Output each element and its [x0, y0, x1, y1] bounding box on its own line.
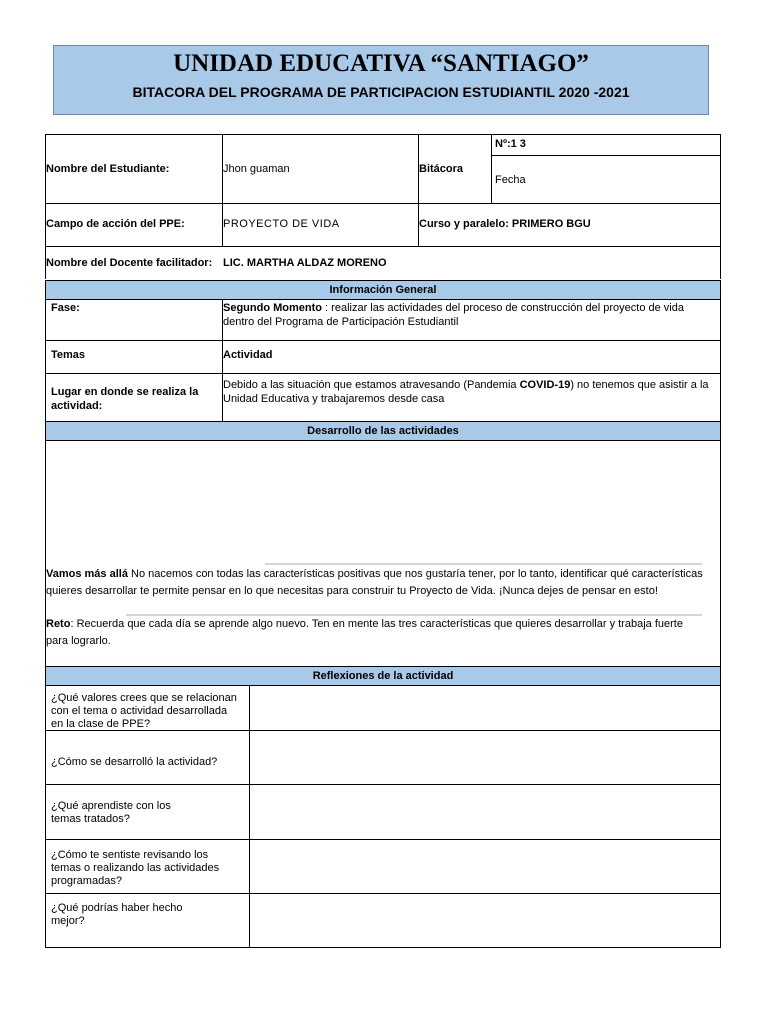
question-mejor: ¿Qué podrías haber hecho mejor? [51, 902, 183, 927]
document-header [53, 45, 709, 115]
fase-label: Fase: [51, 302, 80, 314]
answer-cell-desarrollo[interactable] [250, 731, 720, 784]
fecha-label: Fecha [495, 174, 526, 186]
question-sentiste: ¿Cómo te sentiste revisando los temas o realizando las actividades programadas? [51, 849, 220, 887]
fase-text: Segundo Momento : realizar las actividades del proceso de construcción del proyecto de vida dentro del Programa de Participación Estudiantil [223, 302, 684, 328]
school-title: UNIDAD EDUCATIVA “SANTIAGO” [173, 50, 589, 77]
docente-label: Nombre del Docente facilitador: [46, 257, 213, 269]
curso-paralelo: Curso y paralelo: PRIMERO BGU [419, 218, 591, 230]
reflexiones-section-title: Reflexiones de la actividad [45, 666, 721, 686]
temas-label: Temas [51, 349, 86, 361]
question-valores: ¿Qué valores crees que se relacionan con el tema o actividad desarrollada en la clase de PPE? [51, 692, 237, 730]
bitacora-number: Nº:1 3 [495, 138, 526, 150]
vamos-mas-alla-text: Vamos más allá No nacemos con todas las características positivas que nos gustaría tener, por lo tanto, identificar qué características quieres desarrollar te permite pensar en lo que necesitas para construir tu Proyecto de Vida. ¡Nunca dejes de pensar en esto! [46, 568, 703, 597]
campo-value: PROYECTO DE VIDA [223, 218, 340, 230]
program-subtitle: BITACORA DEL PROGRAMA DE PARTICIPACION ESTUDIANTIL 2020 -2021 [132, 84, 630, 100]
answer-cell-mejor[interactable] [250, 894, 720, 947]
temas-value: Actividad [223, 349, 273, 361]
question-aprendiste: ¿Qué aprendiste con los temas tratados? [51, 800, 171, 825]
campo-label: Campo de acción del PPE: [46, 218, 185, 230]
lugar-text: Debido a las situación que estamos atravesando (Pandemia COVID-19) no tenemos que asistir a la Unidad Educativa y trabajaremos desde casa [223, 379, 709, 405]
reto-text: Reto: Recuerda que cada día se aprende algo nuevo. Ten en mente las tres características que quieres desarrollar y trabaja fuerte para lograrlo. [46, 618, 683, 647]
answer-cell-aprendiste[interactable] [250, 785, 720, 839]
answer-cell-valores[interactable] [250, 687, 720, 730]
student-name: Jhon guaman [223, 163, 290, 175]
desarrollo-section-title: Desarrollo de las actividades [45, 421, 721, 441]
bitacora-label: Bitácora [419, 163, 464, 175]
lugar-label: Lugar en donde se realiza la actividad: [51, 386, 199, 412]
general-section-title: Información General [45, 280, 721, 300]
question-desarrollo: ¿Cómo se desarrolló la actividad? [51, 756, 218, 768]
answer-cell-sentiste[interactable] [250, 840, 720, 893]
student-label: Nombre del Estudiante: [46, 163, 170, 175]
docente-name: LIC. MARTHA ALDAZ MORENO [223, 257, 387, 269]
